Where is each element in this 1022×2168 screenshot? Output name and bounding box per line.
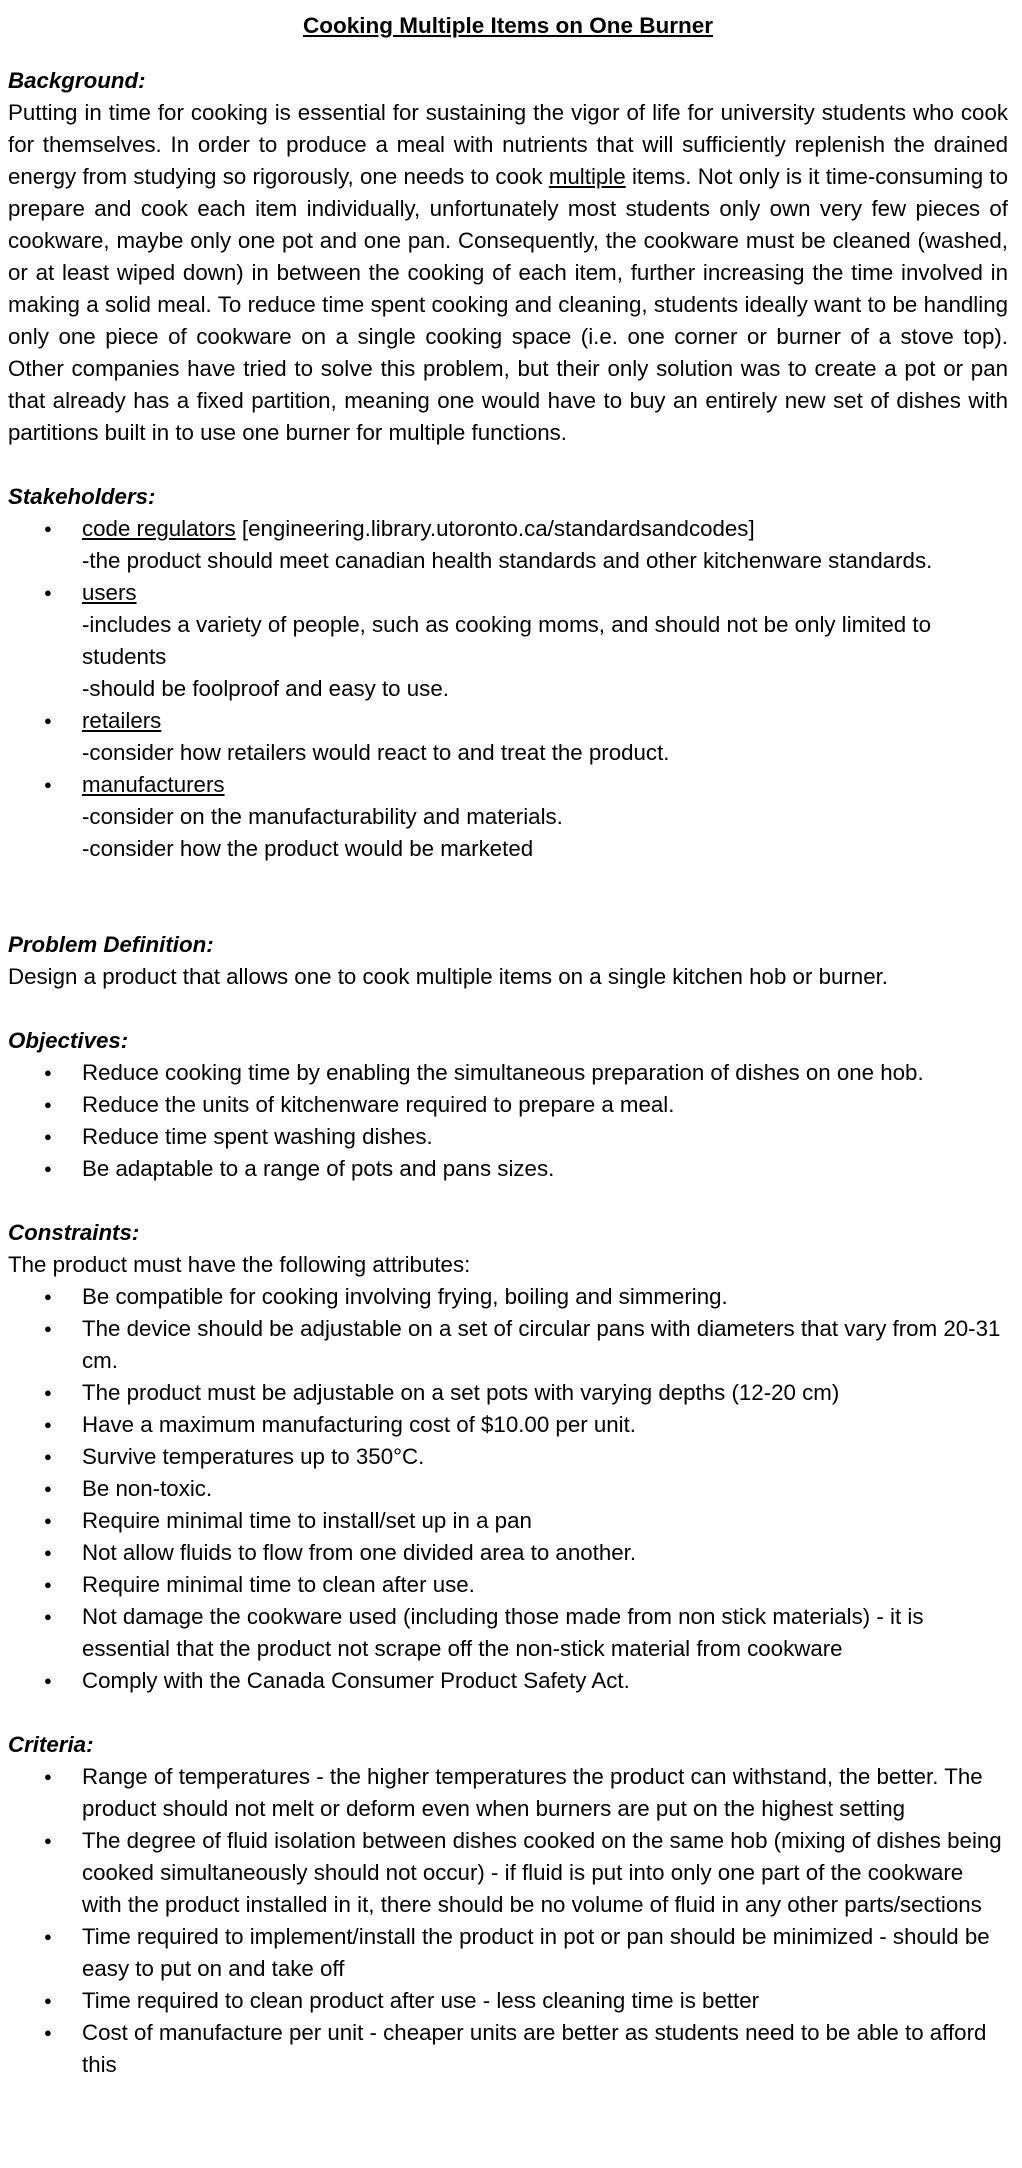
problem-heading: Problem Definition: — [8, 932, 214, 957]
spacer — [8, 449, 1008, 481]
problem-text: Design a product that allows one to cook multiple items on a single kitchen hob or burner. — [8, 964, 888, 989]
criteria-list — [8, 1761, 1008, 2081]
constraint-item: ● Not allow fluids to flow from one divided area to another. — [82, 1537, 1008, 1569]
constraint-item: ● Be non-toxic. — [82, 1473, 1008, 1505]
criterion-item: ● Time required to implement/install the product in pot or pan should be minimized - should be easy to put on and take off — [82, 1921, 1008, 1985]
objective-item: ● Reduce time spent washing dishes. — [82, 1121, 1008, 1153]
objective-item: ● Be adaptable to a range of pots and pans sizes. — [82, 1153, 1008, 1185]
constraints-heading: Constraints: — [8, 1220, 140, 1245]
stakeholder-note: -consider how the product would be marketed — [82, 836, 534, 861]
constraint-item: ● Require minimal time to clean after use. — [82, 1569, 1008, 1601]
stakeholder-name: users — [82, 580, 137, 605]
stakeholder-name: manufacturers — [82, 772, 225, 797]
stakeholder-note: -the product should meet canadian health standards and other kitchenware standards. — [82, 548, 933, 573]
stakeholder-item — [82, 769, 1008, 865]
criterion-item: ● The degree of fluid isolation between dishes cooked on the same hob (mixing of dishes being cooked simultaneously should not occur) - if fluid is put into only one part of the cookware with the product installed in it, there should be no volume of fluid in any other parts/sections — [82, 1825, 1008, 1921]
document-title: Cooking Multiple Items on One Burner — [302, 13, 714, 38]
objectives-list — [8, 1057, 1008, 1185]
criterion-item: ● Cost of manufacture per unit - cheaper units are better as students need to be able to afford this — [82, 2017, 1008, 2081]
spacer — [8, 865, 1008, 929]
background-text-1: Putting in time for cooking is essential for sustaining the vigor of life for university students who cook for themselves. In order to produce a meal with nutrients that will sufficiently replenish the drained energy from studying so rigorously, one needs to cook — [8, 100, 1008, 189]
objectives-heading: Objectives: — [8, 1028, 129, 1053]
criterion-item: ● Range of temperatures - the higher temperatures the product can withstand, the better. The product should not melt or deform even when burners are put on the highest setting — [82, 1761, 1008, 1825]
constraint-item: ● Be compatible for cooking involving frying, boiling and simmering. — [82, 1281, 1008, 1313]
stakeholder-note: -consider on the manufacturability and materials. — [82, 804, 563, 829]
stakeholder-note: -should be foolproof and easy to use. — [82, 676, 449, 701]
stakeholder-item — [82, 577, 1008, 705]
spacer — [8, 993, 1008, 1025]
spacer — [8, 1697, 1008, 1729]
stakeholder-item — [82, 513, 1008, 577]
objective-item: ● Reduce cooking time by enabling the simultaneous preparation of dishes on one hob. — [82, 1057, 1008, 1089]
stakeholders-list — [8, 513, 1008, 865]
background-paragraph — [8, 97, 1008, 449]
background-text-2: items. Not only is it time-consuming to prepare and cook each item individually, unfortunately most students only own very few pieces of cookware, maybe only one pot and one pan. Consequently, the cookware must be cleaned (washed, or at least wiped down) in between the cooking of each item, further increasing the time involved in making a solid meal. To reduce time spent cooking and cleaning, students ideally want to be handling only one piece of cookware on a single cooking space (i.e. one corner or burner of a stove top). Other companies have tried to solve this problem, but their only solution was to create a pot or pan that already has a fixed partition, meaning one would have to buy an entirely new set of dishes with partitions built in to use one burner for multiple functions. — [8, 164, 1008, 445]
criteria-heading: Criteria: — [8, 1732, 94, 1757]
stakeholder-item — [82, 705, 1008, 769]
background-underlined-word: multiple — [548, 164, 626, 189]
stakeholder-name: retailers — [82, 708, 162, 733]
spacer — [8, 1185, 1008, 1217]
stakeholder-note: -consider how retailers would react to and treat the product. — [82, 740, 670, 765]
stakeholder-note: -includes a variety of people, such as cooking moms, and should not be only limited to students — [82, 612, 931, 669]
constraint-item: ● Survive temperatures up to 350°C. — [82, 1441, 1008, 1473]
stakeholder-link-text: [engineering.library.utoronto.ca/standardsandcodes] — [235, 516, 755, 541]
constraint-item: ● The device should be adjustable on a set of circular pans with diameters that vary from 20-31 cm. — [82, 1313, 1008, 1377]
criterion-item: ● Time required to clean product after use - less cleaning time is better — [82, 1985, 1008, 2017]
background-heading: Background: — [8, 68, 146, 93]
constraint-item: ● Not damage the cookware used (including those made from non stick materials) - it is essential that the product not scrape off the non-stick material from cookware — [82, 1601, 1008, 1665]
constraint-item: ● Require minimal time to install/set up in a pan — [82, 1505, 1008, 1537]
constraints-intro: The product must have the following attributes: — [8, 1252, 471, 1277]
constraint-item: ● Have a maximum manufacturing cost of $10.00 per unit. — [82, 1409, 1008, 1441]
objective-item: ● Reduce the units of kitchenware required to prepare a meal. — [82, 1089, 1008, 1121]
constraints-list — [8, 1281, 1008, 1697]
stakeholders-heading: Stakeholders: — [8, 484, 156, 509]
stakeholder-name: code regulators — [82, 516, 236, 541]
constraint-item: ● The product must be adjustable on a set pots with varying depths (12-20 cm) — [82, 1377, 1008, 1409]
constraint-item: ● Comply with the Canada Consumer Product Safety Act. — [82, 1665, 1008, 1697]
